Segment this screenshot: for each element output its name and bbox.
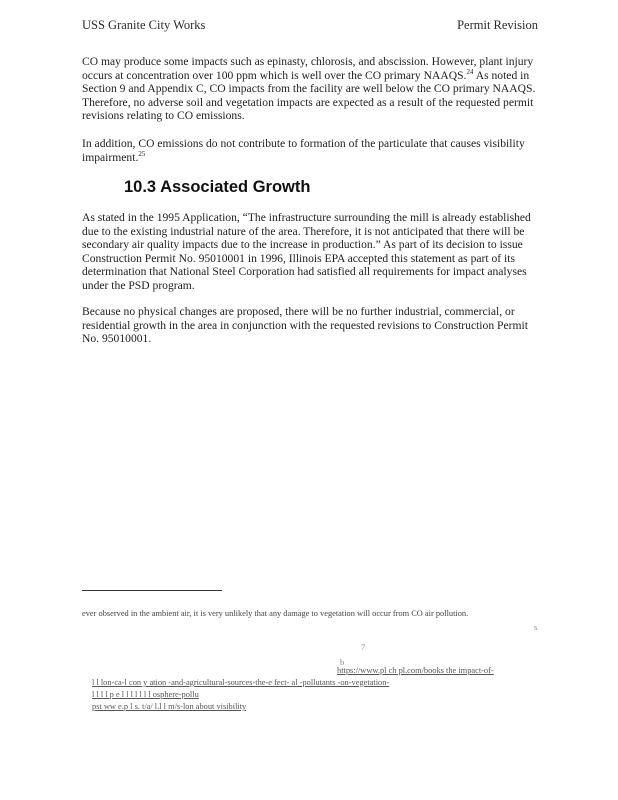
paragraph-co-vegetation: [82, 55, 536, 123]
footnote-divider: [82, 590, 222, 591]
footnote-ref-24[interactable]: 24: [466, 67, 474, 76]
paragraph-infrastructure: As stated in the 1995 Application, “The infrastructure surrounding the mill is already established due to the existing industrial nature of the area. Therefore, it is not anticipated that there will be secondary air quality impacts due to the increase in production.” As part of its decision to issue Construction Permit No. 95010001 in 1996, Illinois EPA accepted this statement as part of its determination that National Steel Corporation had satisfied all requirements for impact analyses under the PSD program.: [82, 211, 531, 292]
paragraph-no-growth: Because no physical changes are proposed, there will be no further industrial, commercial, or residential growth in the area in conjunction with the requested revisions to Construction Permit No. 95010001.: [82, 305, 528, 346]
footnote-line-5[interactable]: l l lon-ca-l con y ation -and-agricultural-sources-the-e fect- al -pollutants -on-vegetation-: [92, 678, 390, 687]
footnote-ref-25[interactable]: 25: [138, 149, 146, 158]
footnote-link[interactable]: https://www.pl ch pl.com/books the impact-of-: [337, 666, 494, 675]
paragraph-co-vegetation-text: CO may produce some impacts such as epinasty, chlorosis, and abscission. However, plant injury occurs at concentration over 100 ppm which is well over the CO primary NAAQS.: [82, 55, 534, 82]
footnote-line-7[interactable]: pst ww e.p l s. t/a/ l.l l m/s-lon about visibility: [92, 702, 247, 711]
paragraph-co-visibility: [82, 137, 536, 164]
paragraph-co-vegetation-text-rest: As noted in Section 9 and Appendix C, CO impacts from the facility are well below the CO primary NAAQS. Therefore, no adverse soil and vegetation impacts are expected as a result of the requested permit revisions relating to CO emissions.: [82, 68, 536, 123]
footnote-line-3: 7: [361, 643, 366, 652]
header-document-type: Permit Revision: [457, 18, 538, 32]
header-company: USS Granite City Works: [82, 18, 206, 32]
footnote-line-6[interactable]: l l l l p e l l l l l l l osphere-pollu: [92, 690, 199, 699]
section-heading-associated-growth: 10.3 Associated Growth: [124, 178, 311, 196]
footnote-line-2: s: [534, 623, 538, 632]
footnote-line-4: b: [340, 658, 345, 667]
footnote-line-1: ever observed in the ambient air, it is very unlikely that any damage to vegetation will occur from CO air pollution.: [82, 609, 469, 618]
paragraph-co-visibility-text: In addition, CO emissions do not contribute to formation of the particulate that causes visibility impairment.: [82, 137, 525, 164]
